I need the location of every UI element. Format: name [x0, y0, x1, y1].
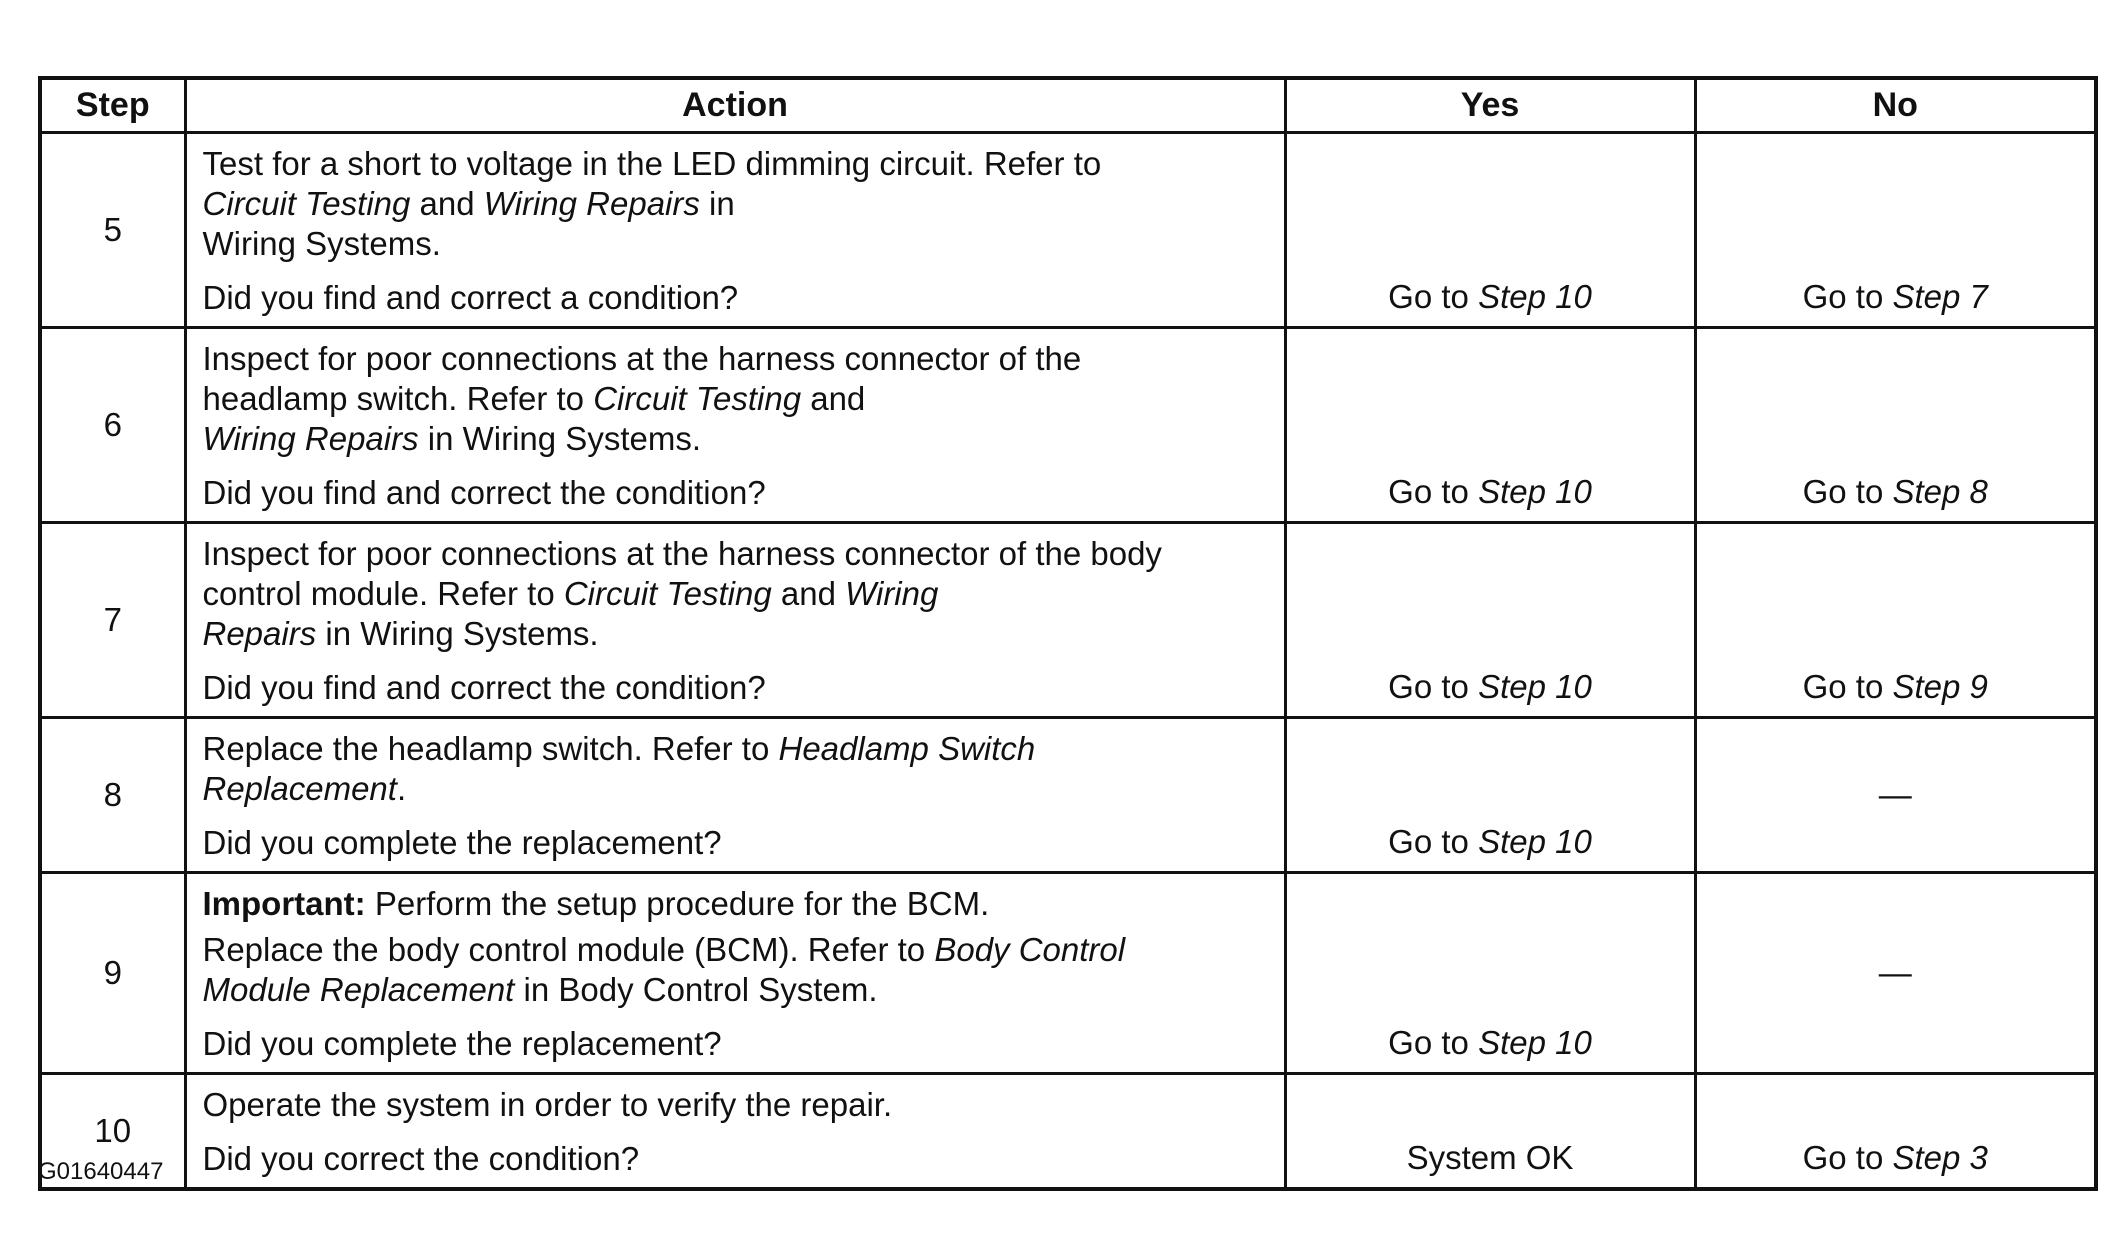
no-result — [1695, 328, 2096, 523]
action-question: Did you complete the replacement? — [202, 824, 722, 861]
action-question: Did you complete the replacement? — [202, 1025, 722, 1062]
text-run: in Wiring Systems. — [316, 615, 599, 652]
step-number: 6 — [40, 328, 185, 523]
header-step: Step — [40, 78, 185, 133]
header-no: No — [1695, 78, 2096, 133]
no-result — [1695, 873, 2096, 1074]
no-result — [1695, 523, 2096, 718]
action-instruction — [203, 339, 1268, 459]
table-row — [40, 328, 2096, 523]
action-cell — [185, 718, 1285, 873]
text-run: Inspect for poor connections at the harness connector of the body — [202, 535, 1162, 572]
italic-reference: Step 7 — [1892, 278, 1988, 315]
text-run: Go to — [1388, 278, 1479, 315]
italic-reference: Wiring Repairs — [483, 185, 700, 222]
text-run: Replace the body control module (BCM). Refer to — [202, 931, 935, 968]
italic-reference: Circuit Testing — [202, 185, 411, 222]
action-instruction — [203, 1085, 1268, 1125]
step-number: 5 — [40, 133, 185, 328]
action-cell — [185, 523, 1285, 718]
text-run: in Wiring Systems. — [418, 420, 701, 457]
action-cell — [185, 1074, 1285, 1190]
no-result — [1695, 133, 2096, 328]
text-run: Go to — [1388, 668, 1479, 705]
italic-reference: Wiring Repairs — [202, 420, 419, 457]
action-instruction — [203, 534, 1268, 654]
action-cell — [185, 328, 1285, 523]
text-run: Perform the setup procedure for the BCM. — [365, 885, 990, 922]
italic-reference: Repairs — [202, 615, 317, 652]
text-run: in — [699, 185, 735, 222]
italic-reference: Circuit Testing — [563, 575, 772, 612]
action-instruction — [203, 729, 1268, 809]
text-run: Wiring Systems. — [202, 225, 441, 262]
text-run: and — [410, 185, 484, 222]
figure-id: G01640447 — [38, 1158, 164, 1185]
italic-reference: Step 10 — [1478, 473, 1592, 510]
table-row — [40, 523, 2096, 718]
action-instruction — [203, 930, 1268, 1010]
italic-reference: Step 10 — [1478, 1024, 1592, 1061]
yes-result — [1285, 523, 1695, 718]
table-row — [40, 718, 2096, 873]
text-run: Operate the system in order to verify the repair. — [202, 1086, 893, 1123]
italic-reference: Replacement — [202, 770, 397, 807]
text-run: and — [801, 380, 866, 417]
italic-reference: Step 10 — [1478, 668, 1592, 705]
yes-result — [1285, 133, 1695, 328]
text-run: Go to — [1802, 1139, 1893, 1176]
action-question: Did you find and correct a condition? — [202, 279, 739, 316]
action-question: Did you find and correct the condition? — [202, 474, 766, 511]
text-run: Replace the headlamp switch. Refer to — [202, 730, 779, 767]
table-row — [40, 1074, 2096, 1190]
table-row — [40, 133, 2096, 328]
yes-result — [1285, 1074, 1695, 1190]
yes-result — [1285, 328, 1695, 523]
italic-reference: Body Control — [934, 931, 1126, 968]
italic-reference: Step 10 — [1478, 823, 1592, 860]
italic-reference: Module Replacement — [202, 971, 515, 1008]
italic-reference: Circuit Testing — [593, 380, 802, 417]
text-run: System OK — [1406, 1139, 1574, 1176]
text-run: Go to — [1388, 823, 1479, 860]
step-number: 8 — [40, 718, 185, 873]
italic-reference: Step 10 — [1478, 278, 1592, 315]
text-run: . — [396, 770, 407, 807]
text-run: headlamp switch. Refer to — [202, 380, 594, 417]
text-run: — — [1878, 776, 1912, 813]
header-action: Action — [185, 78, 1285, 133]
table-row — [40, 873, 2096, 1074]
text-run: Test for a short to voltage in the LED dimming circuit. Refer to — [202, 145, 1102, 182]
text-run: — — [1878, 954, 1912, 991]
italic-reference: Wiring — [845, 575, 939, 612]
yes-result — [1285, 718, 1695, 873]
yes-result — [1285, 873, 1695, 1074]
action-cell — [185, 133, 1285, 328]
step-number: 7 — [40, 523, 185, 718]
action-question: Did you find and correct the condition? — [202, 669, 766, 706]
no-result — [1695, 718, 2096, 873]
bold-text: Important: — [202, 885, 366, 922]
text-run: Go to — [1388, 1024, 1479, 1061]
text-run: control module. Refer to — [202, 575, 564, 612]
text-run: in Body Control System. — [514, 971, 878, 1008]
action-cell — [185, 873, 1285, 1074]
action-instruction — [203, 144, 1268, 264]
text-run: and — [771, 575, 846, 612]
action-question: Did you correct the condition? — [202, 1140, 640, 1177]
header-row — [40, 78, 2096, 133]
text-run: Go to — [1388, 473, 1479, 510]
header-yes: Yes — [1285, 78, 1695, 133]
italic-reference: Step 3 — [1892, 1139, 1988, 1176]
table-body — [40, 133, 2096, 1190]
step-number: 9 — [40, 873, 185, 1074]
diagnostic-table — [38, 76, 2098, 1191]
text-run: Go to — [1802, 473, 1893, 510]
text-run: Go to — [1802, 668, 1893, 705]
italic-reference: Step 9 — [1892, 668, 1988, 705]
text-run: Go to — [1802, 278, 1893, 315]
step-number: 10 — [40, 1074, 185, 1190]
text-run: Inspect for poor connections at the harness connector of the — [202, 340, 1082, 377]
no-result — [1695, 1074, 2096, 1190]
italic-reference: Step 8 — [1892, 473, 1988, 510]
action-instruction — [203, 884, 1268, 924]
italic-reference: Headlamp Switch — [778, 730, 1036, 767]
